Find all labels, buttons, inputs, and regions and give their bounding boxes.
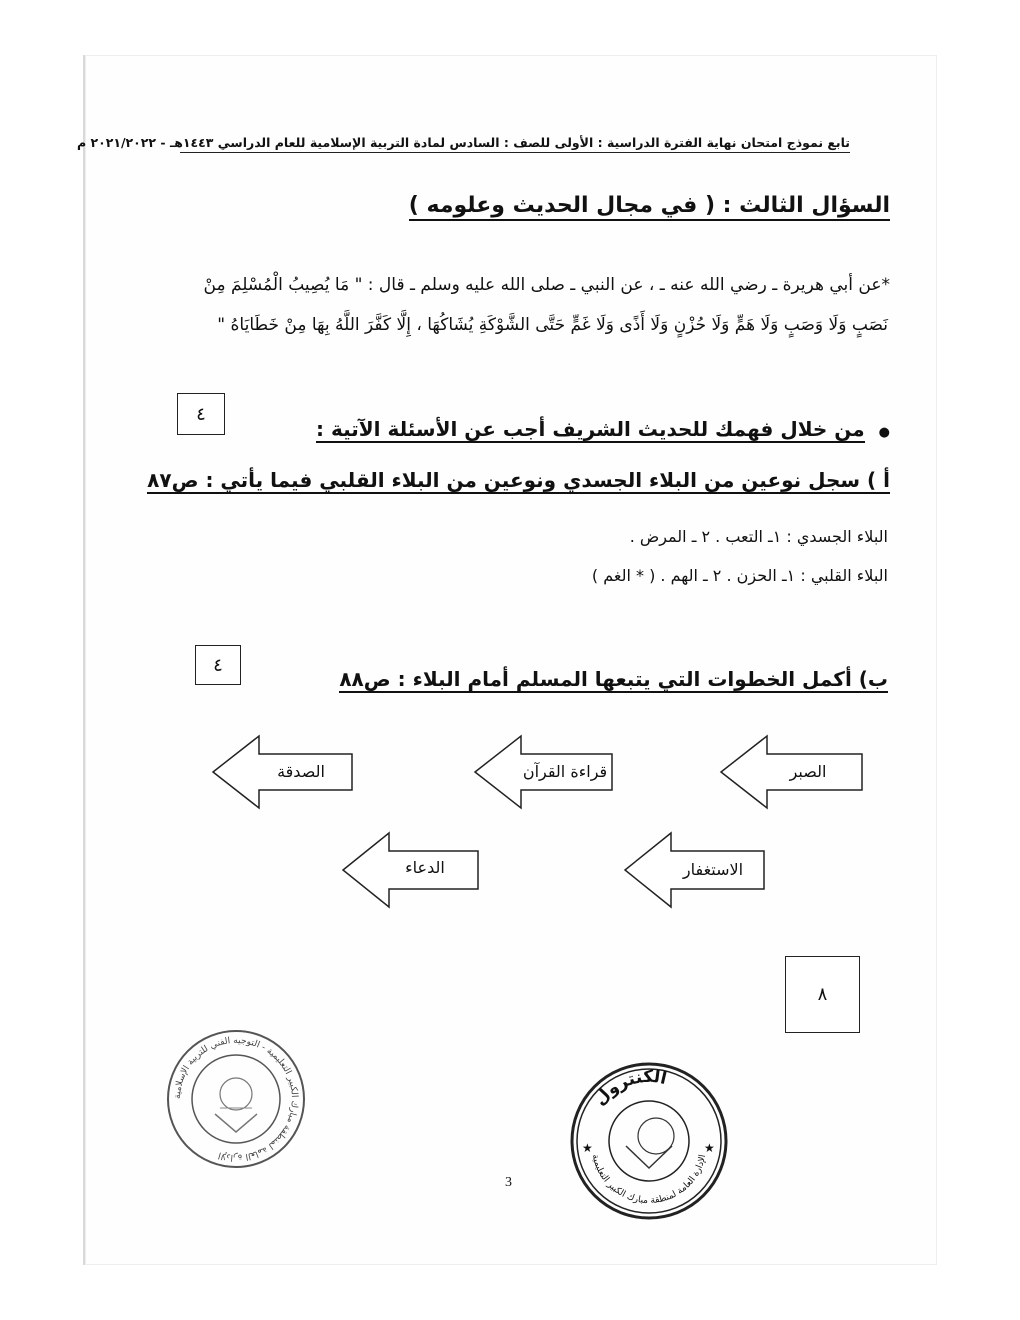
- arrow-seeking-forgiveness-label: الاستغفار: [682, 860, 744, 879]
- score-box-2: ٤: [195, 645, 241, 685]
- score-box-1: ٤: [177, 393, 225, 435]
- svg-text:الإدارة العامة لمنطقة مبارك ال: الإدارة العامة لمنطقة مبارك الكبير التعليمية: [589, 1153, 709, 1207]
- part-b-title: ب) أكمل الخطوات التي يتبعها المسلم أمام البلاء : ص٨٨: [339, 667, 888, 691]
- arrow-supplication-label: الدعاء: [405, 858, 445, 877]
- heart-affliction-answer: البلاء القلبي : ١ـ الحزن . ٢ ـ الهم . ( * الغم ): [591, 566, 888, 585]
- arrow-charity-label: الصدقة: [277, 762, 325, 781]
- score-box-3: ٨: [785, 956, 860, 1033]
- question-title: السؤال الثالث : ( في مجال الحديث وعلومه ): [409, 193, 890, 221]
- svg-text:الكنترول: الكنترول: [589, 1066, 669, 1110]
- hadith-line-1: *عن أبي هريرة ـ رضي الله عنه ـ ، عن النبي ـ صلى الله عليه وسلم ـ قال : " مَا يُصِيبُ الْمُسْلِمَ مِنْ: [203, 275, 890, 295]
- instruction-text: من خلال فهمك للحديث الشريف أجب عن الأسئلة الآتية :: [315, 417, 865, 441]
- part-a-title: أ ) سجل نوعين من البلاء الجسدي ونوعين من البلاء القلبي فيما يأتي : ص٨٧: [147, 468, 890, 492]
- control-stamp: [568, 1060, 730, 1222]
- physical-affliction-answer: البلاء الجسدي : ١ـ التعب . ٢ ـ المرض .: [629, 527, 888, 546]
- instruction: [316, 417, 890, 441]
- education-department-seal: [165, 1028, 307, 1170]
- page-number: 3: [505, 1175, 512, 1190]
- exam-header: تابع نموذج امتحان نهاية الفترة الدراسية : الأولى للصف : السادس لمادة التربية الإسلامية للعام الدراسي ١٤٤٣هـ - ٢٠٢١/٢٠٢٢ م: [180, 135, 850, 153]
- arrow-patience-label: الصبر: [789, 762, 827, 781]
- hadith-line-2: نَصَبٍ وَلَا وَصَبٍ وَلَا هَمٍّ وَلَا حُزْنٍ وَلَا أَذًى وَلَا غَمٍّ حَتَّى الشَّوْكَةِ يُشَاكُهَا ، إِلَّا كَفَّرَ اللَّهُ بِهَا مِنْ خَطَايَاهُ ": [217, 315, 888, 335]
- svg-text:★: ★: [582, 1141, 593, 1155]
- svg-text:الإدارة العامة لمنطقة مبارك ال: الإدارة العامة لمنطقة مبارك الكبير التعليمية - التوجيه الفني للتربية الإسلامية: [172, 1035, 300, 1163]
- arrow-quran-reading-label: قراءة القرآن: [522, 762, 608, 781]
- svg-text:★: ★: [704, 1141, 715, 1155]
- bullet-icon: ●: [878, 425, 890, 440]
